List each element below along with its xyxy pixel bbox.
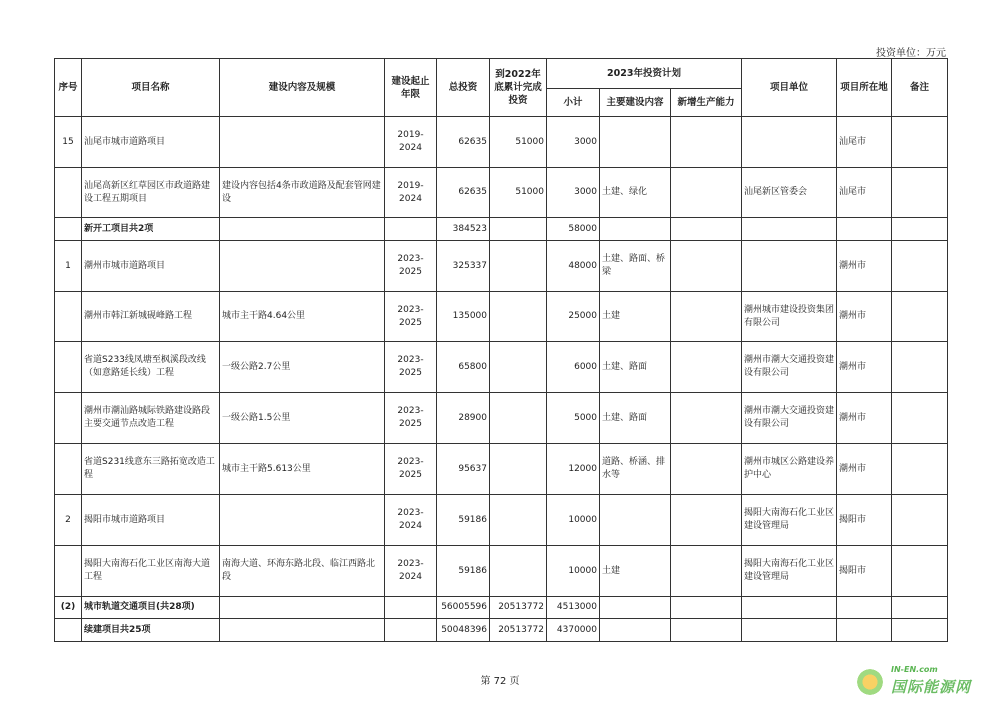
cell-seq bbox=[55, 342, 82, 393]
cell-capacity bbox=[671, 218, 742, 241]
cell-location: 揭阳市 bbox=[837, 546, 892, 597]
cell-subtotal: 12000 bbox=[547, 444, 600, 495]
header-content: 建设内容及规模 bbox=[220, 59, 385, 117]
cell-location bbox=[837, 597, 892, 619]
cell-main bbox=[600, 117, 671, 168]
cell-subtotal: 10000 bbox=[547, 546, 600, 597]
cell-seq: 2 bbox=[55, 495, 82, 546]
cell-main: 道路、桥涵、排水等 bbox=[600, 444, 671, 495]
cell-seq bbox=[55, 444, 82, 495]
cell-note bbox=[892, 292, 948, 342]
cell-period: 2023-2024 bbox=[385, 495, 437, 546]
watermark-top: IN-EN.com bbox=[891, 665, 938, 674]
cell-content bbox=[220, 597, 385, 619]
cell-subtotal: 3000 bbox=[547, 168, 600, 218]
cell-content: 建设内容包括4条市政道路及配套管网建设 bbox=[220, 168, 385, 218]
cell-main: 土建、路面 bbox=[600, 393, 671, 444]
cell-capacity bbox=[671, 597, 742, 619]
cell-content: 城市主干路4.64公里 bbox=[220, 292, 385, 342]
cell-note bbox=[892, 444, 948, 495]
cell-main: 土建、路面、桥梁 bbox=[600, 241, 671, 292]
table-row bbox=[55, 342, 948, 393]
cell-content: 一级公路2.7公里 bbox=[220, 342, 385, 393]
cell-note bbox=[892, 218, 948, 241]
cell-name: 潮州市韩江新城砚峰路工程 bbox=[82, 292, 220, 342]
cell-subtotal: 6000 bbox=[547, 342, 600, 393]
cell-seq bbox=[55, 168, 82, 218]
cell-unit: 潮州市城区公路建设养护中心 bbox=[742, 444, 837, 495]
watermark-bottom: 国际能源网 bbox=[891, 678, 972, 696]
cell-main: 土建、路面 bbox=[600, 342, 671, 393]
table-row bbox=[55, 117, 948, 168]
cell-capacity bbox=[671, 342, 742, 393]
cell-subtotal: 10000 bbox=[547, 495, 600, 546]
cell-done bbox=[490, 218, 547, 241]
unit-note: 投资单位：万元 bbox=[876, 48, 946, 59]
cell-name: 城市轨道交通项目(共28项) bbox=[82, 597, 220, 619]
table-row bbox=[55, 168, 948, 218]
cell-capacity bbox=[671, 546, 742, 597]
cell-period bbox=[385, 619, 437, 642]
cell-done: 51000 bbox=[490, 168, 547, 218]
cell-content bbox=[220, 117, 385, 168]
table-row bbox=[55, 393, 948, 444]
cell-note bbox=[892, 619, 948, 642]
cell-note bbox=[892, 342, 948, 393]
cell-total: 135000 bbox=[437, 292, 490, 342]
header-main: 主要建设内容 bbox=[600, 89, 671, 117]
cell-seq bbox=[55, 218, 82, 241]
cell-content: 南海大道、环海东路北段、临江西路北段 bbox=[220, 546, 385, 597]
cell-subtotal: 3000 bbox=[547, 117, 600, 168]
cell-note bbox=[892, 546, 948, 597]
cell-seq: (2) bbox=[55, 597, 82, 619]
cell-capacity bbox=[671, 241, 742, 292]
cell-name: 续建项目共25项 bbox=[82, 619, 220, 642]
table-body bbox=[55, 117, 948, 642]
cell-unit bbox=[742, 597, 837, 619]
header-capacity: 新增生产能力 bbox=[671, 89, 742, 117]
cell-name: 省道S233线凤塘至枫溪段改线（如意路延长线）工程 bbox=[82, 342, 220, 393]
cell-seq bbox=[55, 546, 82, 597]
header-unit: 项目单位 bbox=[742, 59, 837, 117]
cell-subtotal: 48000 bbox=[547, 241, 600, 292]
cell-done bbox=[490, 342, 547, 393]
cell-period: 2023-2025 bbox=[385, 342, 437, 393]
cell-unit bbox=[742, 117, 837, 168]
cell-done bbox=[490, 393, 547, 444]
cell-main bbox=[600, 218, 671, 241]
cell-location: 潮州市 bbox=[837, 342, 892, 393]
cell-note bbox=[892, 597, 948, 619]
cell-seq: 15 bbox=[55, 117, 82, 168]
page-number: 第 72 页 bbox=[480, 676, 520, 687]
cell-period: 2019-2024 bbox=[385, 117, 437, 168]
cell-name: 汕尾市城市道路项目 bbox=[82, 117, 220, 168]
cell-subtotal: 4370000 bbox=[547, 619, 600, 642]
cell-location: 汕尾市 bbox=[837, 168, 892, 218]
cell-capacity bbox=[671, 292, 742, 342]
cell-capacity bbox=[671, 117, 742, 168]
cell-location: 潮州市 bbox=[837, 444, 892, 495]
cell-done bbox=[490, 444, 547, 495]
cell-name: 汕尾高新区红草园区市政道路建设工程五期项目 bbox=[82, 168, 220, 218]
cell-name: 揭阳大南海石化工业区南海大道工程 bbox=[82, 546, 220, 597]
header-period: 建设起止年限 bbox=[385, 59, 437, 117]
cell-total: 95637 bbox=[437, 444, 490, 495]
header-done: 到2022年底累计完成投资 bbox=[490, 59, 547, 117]
cell-content bbox=[220, 218, 385, 241]
cell-done bbox=[490, 292, 547, 342]
sun-logo-icon bbox=[855, 667, 885, 697]
header-name: 项目名称 bbox=[82, 59, 220, 117]
cell-location: 潮州市 bbox=[837, 393, 892, 444]
cell-main bbox=[600, 619, 671, 642]
header-total: 总投资 bbox=[437, 59, 490, 117]
header-note: 备注 bbox=[892, 59, 948, 117]
table-row bbox=[55, 292, 948, 342]
cell-total: 59186 bbox=[437, 495, 490, 546]
table-row bbox=[55, 597, 948, 619]
cell-unit: 揭阳大南海石化工业区建设管理局 bbox=[742, 546, 837, 597]
cell-unit: 潮州市潮大交通投资建设有限公司 bbox=[742, 393, 837, 444]
cell-period bbox=[385, 218, 437, 241]
cell-total: 65800 bbox=[437, 342, 490, 393]
cell-capacity bbox=[671, 168, 742, 218]
table-row bbox=[55, 619, 948, 642]
cell-period: 2023-2025 bbox=[385, 241, 437, 292]
cell-name: 潮州市城市道路项目 bbox=[82, 241, 220, 292]
cell-note bbox=[892, 168, 948, 218]
cell-period: 2023-2024 bbox=[385, 546, 437, 597]
cell-location: 揭阳市 bbox=[837, 495, 892, 546]
cell-name: 省道S231线意东三路拓宽改造工程 bbox=[82, 444, 220, 495]
cell-main: 土建 bbox=[600, 546, 671, 597]
table-row bbox=[55, 546, 948, 597]
cell-subtotal: 58000 bbox=[547, 218, 600, 241]
cell-seq bbox=[55, 619, 82, 642]
cell-location bbox=[837, 619, 892, 642]
cell-unit bbox=[742, 241, 837, 292]
cell-content bbox=[220, 241, 385, 292]
cell-note bbox=[892, 117, 948, 168]
cell-capacity bbox=[671, 495, 742, 546]
cell-note bbox=[892, 495, 948, 546]
cell-unit: 揭阳大南海石化工业区建设管理局 bbox=[742, 495, 837, 546]
cell-main: 土建、绿化 bbox=[600, 168, 671, 218]
cell-location: 潮州市 bbox=[837, 241, 892, 292]
table-row bbox=[55, 444, 948, 495]
cell-content: 城市主干路5.613公里 bbox=[220, 444, 385, 495]
cell-period: 2019-2024 bbox=[385, 168, 437, 218]
cell-unit bbox=[742, 619, 837, 642]
cell-seq bbox=[55, 393, 82, 444]
cell-subtotal: 4513000 bbox=[547, 597, 600, 619]
cell-total: 62635 bbox=[437, 117, 490, 168]
cell-location: 汕尾市 bbox=[837, 117, 892, 168]
cell-seq: 1 bbox=[55, 241, 82, 292]
cell-content bbox=[220, 495, 385, 546]
cell-name: 新开工项目共2项 bbox=[82, 218, 220, 241]
cell-main bbox=[600, 597, 671, 619]
cell-note bbox=[892, 393, 948, 444]
cell-name: 潮州市潮汕路城际铁路建设路段主要交通节点改造工程 bbox=[82, 393, 220, 444]
cell-name: 揭阳市城市道路项目 bbox=[82, 495, 220, 546]
cell-done: 51000 bbox=[490, 117, 547, 168]
cell-content bbox=[220, 619, 385, 642]
cell-done: 20513772 bbox=[490, 619, 547, 642]
cell-capacity bbox=[671, 444, 742, 495]
watermark-logo bbox=[855, 663, 995, 703]
cell-period: 2023-2025 bbox=[385, 292, 437, 342]
header-plan: 2023年投资计划 bbox=[547, 59, 742, 89]
cell-total: 325337 bbox=[437, 241, 490, 292]
header-subtotal: 小计 bbox=[547, 89, 600, 117]
cell-unit: 汕尾新区管委会 bbox=[742, 168, 837, 218]
cell-location: 潮州市 bbox=[837, 292, 892, 342]
cell-total: 50048396 bbox=[437, 619, 490, 642]
cell-done bbox=[490, 241, 547, 292]
cell-unit bbox=[742, 218, 837, 241]
cell-unit: 潮州市潮大交通投资建设有限公司 bbox=[742, 342, 837, 393]
cell-capacity bbox=[671, 619, 742, 642]
header-location: 项目所在地 bbox=[837, 59, 892, 117]
cell-main: 土建 bbox=[600, 292, 671, 342]
cell-subtotal: 5000 bbox=[547, 393, 600, 444]
table-row bbox=[55, 241, 948, 292]
cell-main bbox=[600, 495, 671, 546]
cell-note bbox=[892, 241, 948, 292]
cell-period: 2023-2025 bbox=[385, 444, 437, 495]
cell-done bbox=[490, 546, 547, 597]
cell-capacity bbox=[671, 393, 742, 444]
cell-done: 20513772 bbox=[490, 597, 547, 619]
cell-done bbox=[490, 495, 547, 546]
table-row bbox=[55, 218, 948, 241]
cell-unit: 潮州城市建设投资集团有限公司 bbox=[742, 292, 837, 342]
table-row bbox=[55, 495, 948, 546]
cell-total: 28900 bbox=[437, 393, 490, 444]
cell-total: 56005596 bbox=[437, 597, 490, 619]
header-seq: 序号 bbox=[55, 59, 82, 117]
cell-total: 62635 bbox=[437, 168, 490, 218]
cell-period: 2023-2025 bbox=[385, 393, 437, 444]
cell-total: 384523 bbox=[437, 218, 490, 241]
cell-content: 一级公路1.5公里 bbox=[220, 393, 385, 444]
cell-total: 59186 bbox=[437, 546, 490, 597]
cell-period bbox=[385, 597, 437, 619]
cell-seq bbox=[55, 292, 82, 342]
investment-table bbox=[54, 58, 948, 642]
cell-location bbox=[837, 218, 892, 241]
cell-subtotal: 25000 bbox=[547, 292, 600, 342]
